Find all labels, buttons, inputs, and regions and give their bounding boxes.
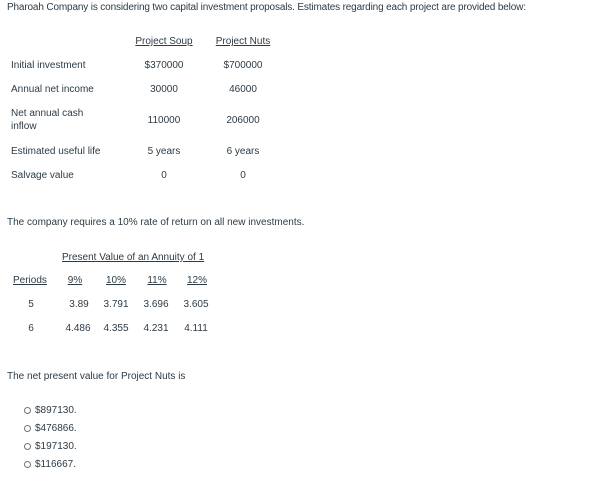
answer-option-3[interactable] <box>24 441 77 452</box>
answer-option-label: $116667. <box>35 459 76 470</box>
rate-header-10: 10% <box>105 275 126 286</box>
radio-button-icon[interactable] <box>24 425 31 432</box>
periods-header: Periods <box>13 275 47 286</box>
cell-nuts-annual-net-income: 46000 <box>229 84 257 95</box>
row-label-initial-investment: Initial investment <box>11 60 86 71</box>
row-label-estimated-useful-life: Estimated useful life <box>11 146 101 157</box>
pv-5-10: 3.791 <box>103 299 129 310</box>
rate-header-11: 11% <box>147 275 167 286</box>
pv-6-12: 4.111 <box>184 323 208 334</box>
cell-nuts-net-annual-cash-inflow: 206000 <box>226 115 260 126</box>
answer-option-label: $897130. <box>35 405 77 416</box>
pv-table-title: Present Value of an Annuity of 1 <box>62 252 205 263</box>
cell-nuts-estimated-useful-life: 6 years <box>226 146 260 157</box>
pv-5-9: 3.89 <box>69 299 89 310</box>
pv-5-12: 3.605 <box>183 299 209 310</box>
cell-soup-annual-net-income: 30000 <box>150 84 178 95</box>
cell-soup-net-annual-cash-inflow: 110000 <box>147 115 181 126</box>
row-label-annual-net-income: Annual net income <box>11 84 94 95</box>
cell-nuts-initial-investment: $700000 <box>223 60 263 71</box>
column-header-project-soup: Project Soup <box>135 36 193 47</box>
pv-6-11: 4.231 <box>143 323 169 334</box>
rate-header-12: 12% <box>186 275 207 286</box>
period-5: 5 <box>28 299 34 310</box>
answer-option-2[interactable] <box>24 423 77 434</box>
pv-6-9: 4.486 <box>65 323 91 334</box>
radio-button-icon[interactable] <box>24 407 31 414</box>
answer-option-label: $476866. <box>35 423 77 434</box>
period-6: 6 <box>28 323 34 334</box>
row-label-salvage-value: Salvage value <box>11 170 74 181</box>
column-header-project-nuts: Project Nuts <box>215 36 271 47</box>
cell-soup-initial-investment: $370000 <box>144 60 184 71</box>
answer-option-1[interactable] <box>24 405 77 416</box>
radio-button-icon[interactable] <box>24 461 31 468</box>
cell-nuts-salvage-value: 0 <box>240 170 246 181</box>
pv-5-11: 3.696 <box>143 299 169 310</box>
question-intro: Pharoah Company is considering two capital investment proposals. Estimates regarding each project are provided below: <box>7 2 526 13</box>
answer-option-label: $197130. <box>35 441 77 452</box>
row-label-net-annual-cash-inflow: Net annual cash inflow <box>11 108 84 132</box>
cell-soup-estimated-useful-life: 5 years <box>147 146 181 157</box>
rate-header-9: 9% <box>67 275 83 286</box>
required-rate-text: The company requires a 10% rate of return on all new investments. <box>7 217 305 228</box>
question-prompt: The net present value for Project Nuts is <box>7 371 186 382</box>
cell-soup-salvage-value: 0 <box>161 170 167 181</box>
radio-button-icon[interactable] <box>24 443 31 450</box>
pv-6-10: 4.355 <box>103 323 129 334</box>
answer-option-4[interactable] <box>24 459 76 470</box>
